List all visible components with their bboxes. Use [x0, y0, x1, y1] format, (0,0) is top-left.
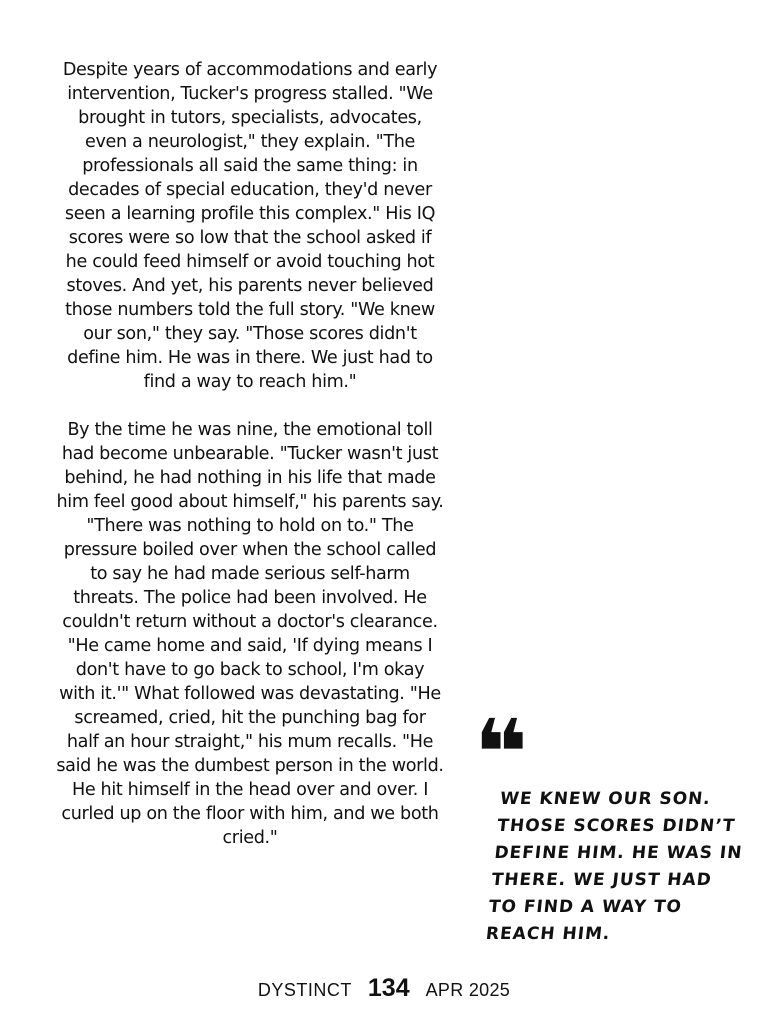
- article-paragraph-2: By the time he was nine, the emotional toll had become unbearable. "Tucker wasn't just behind, he had nothing in his life that made him feel good about himself," his parents say. "There was nothing to hold on to." The pressure boiled over when the school called to say he had made serious self-harm threats. The police had been involved. He couldn't return without a doctor's clearance. "He came home and said, 'If dying means I don't have to go back to school, I'm okay with it.'" What followed was devastating. "He screamed, cried, hit the punching bag for half an hour straight," his mum recalls. "He said he was the dumbest person in the world. He hit himself in the head over and over. I curled up on the floor with him, and we both cried.": [56, 420, 444, 848]
- quote-mark-icon: ❝: [474, 700, 528, 807]
- magazine-name: DYSTINCT: [257, 980, 352, 1000]
- page-footer: [0, 974, 768, 1003]
- article-paragraph-1: Despite years of accommodations and early intervention, Tucker's progress stalled. "We brought in tutors, specialists, advocates, even a neurologist," they explain. "The professionals all said the same thing: in decades of special education, they'd never seen a learning profile this complex." His IQ scores were so low that the school asked if he could feed himself or avoid touching hot stoves. And yet, his parents never believed those numbers told the full story. "We knew our son," they say. "Those scores didn't define him. He was in there. We just had to find a way to reach him.": [62, 60, 438, 392]
- pull-quote: WE KNEW OUR SON. THOSE SCORES DIDN’T DEFINE HIM. HE WAS IN THERE. WE JUST HAD TO FIND A WAY TO REACH HIM.: [484, 789, 744, 944]
- article-body: [56, 58, 444, 874]
- issue-date: APR 2025: [425, 980, 511, 1000]
- page-number: 134: [367, 974, 410, 1002]
